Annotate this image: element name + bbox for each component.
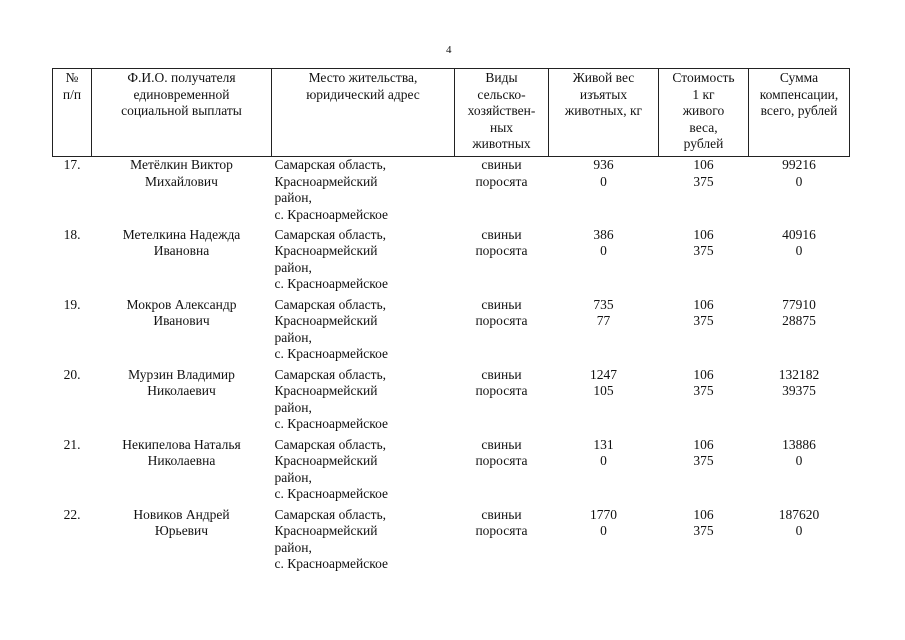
address: Самарская область, Красноармейский район, с. Красноармейское [274,296,389,361]
recipient-name: Мокров Александр Иванович [126,296,237,328]
header-animal-kinds: Виды сельско- хозяйствен- ных животных [455,69,549,157]
compensation-sum: 99216 0 [782,157,816,189]
row-number: 19. [63,296,81,312]
header-price-per-kg: Стоимость 1 кг живого веса, рублей [659,69,749,157]
price-per-kg: 106 375 [693,506,714,538]
recipient-name: Метелкина Надежда Ивановна [122,226,241,258]
row-number: 21. [63,436,81,452]
price-per-kg: 106 375 [693,436,714,468]
row-number: 17. [63,157,81,172]
live-weight: 1247 105 [590,366,617,398]
compensation-sum: 13886 0 [782,436,816,468]
address: Самарская область, Красноармейский район, с. Красноармейское [274,226,389,291]
table-row [53,507,850,577]
compensation-sum: 40916 0 [782,226,816,258]
live-weight: 1770 0 [590,506,617,538]
table-row [53,227,850,297]
recipient-name: Новиков Андрей Юрьевич [133,506,230,538]
recipient-name: Мурзин Владимир Николаевич [128,366,235,398]
header-live-weight: Живой вес изъятых животных, кг [549,69,659,157]
address: Самарская область, Красноармейский район, с. Красноармейское [274,157,389,222]
recipient-name: Метёлкин Виктор Михайлович [130,157,233,189]
compensation-sum: 77910 28875 [782,296,816,328]
live-weight: 131 0 [593,436,614,468]
address: Самарская область, Красноармейский район, с. Красноармейское [274,506,389,571]
table-header-row [53,69,850,157]
row-number: 18. [63,226,81,242]
table-row [53,157,850,227]
compensation-table [52,68,850,577]
header-address: Место жительства, юридический адрес [272,69,455,157]
price-per-kg: 106 375 [693,226,714,258]
price-per-kg: 106 375 [693,157,714,189]
compensation-sum: 187620 0 [778,506,820,538]
animal-kinds: свиньи поросята [475,436,528,468]
header-recipient-name: Ф.И.О. получателя единовременной социальной выплаты [92,69,272,157]
recipient-name: Некипелова Наталья Николаевна [122,436,241,468]
table-row [53,297,850,367]
header-number: № п/п [53,69,92,157]
animal-kinds: свиньи поросята [475,506,528,538]
animal-kinds: свиньи поросята [475,366,528,398]
address: Самарская область, Красноармейский район, с. Красноармейское [274,366,389,431]
page-number: 4 [446,44,452,56]
animal-kinds: свиньи поросята [475,157,528,189]
price-per-kg: 106 375 [693,366,714,398]
animal-kinds: свиньи поросята [475,226,528,258]
row-number: 22. [63,506,81,522]
table-row [53,367,850,437]
table-row [53,437,850,507]
header-compensation-sum: Сумма компенсации, всего, рублей [749,69,850,157]
live-weight: 386 0 [593,226,614,258]
price-per-kg: 106 375 [693,296,714,328]
address: Самарская область, Красноармейский район, с. Красноармейское [274,436,389,501]
row-number: 20. [63,366,81,382]
animal-kinds: свиньи поросята [475,296,528,328]
live-weight: 936 0 [593,157,614,189]
compensation-sum: 132182 39375 [778,366,820,398]
live-weight: 735 77 [593,296,614,328]
